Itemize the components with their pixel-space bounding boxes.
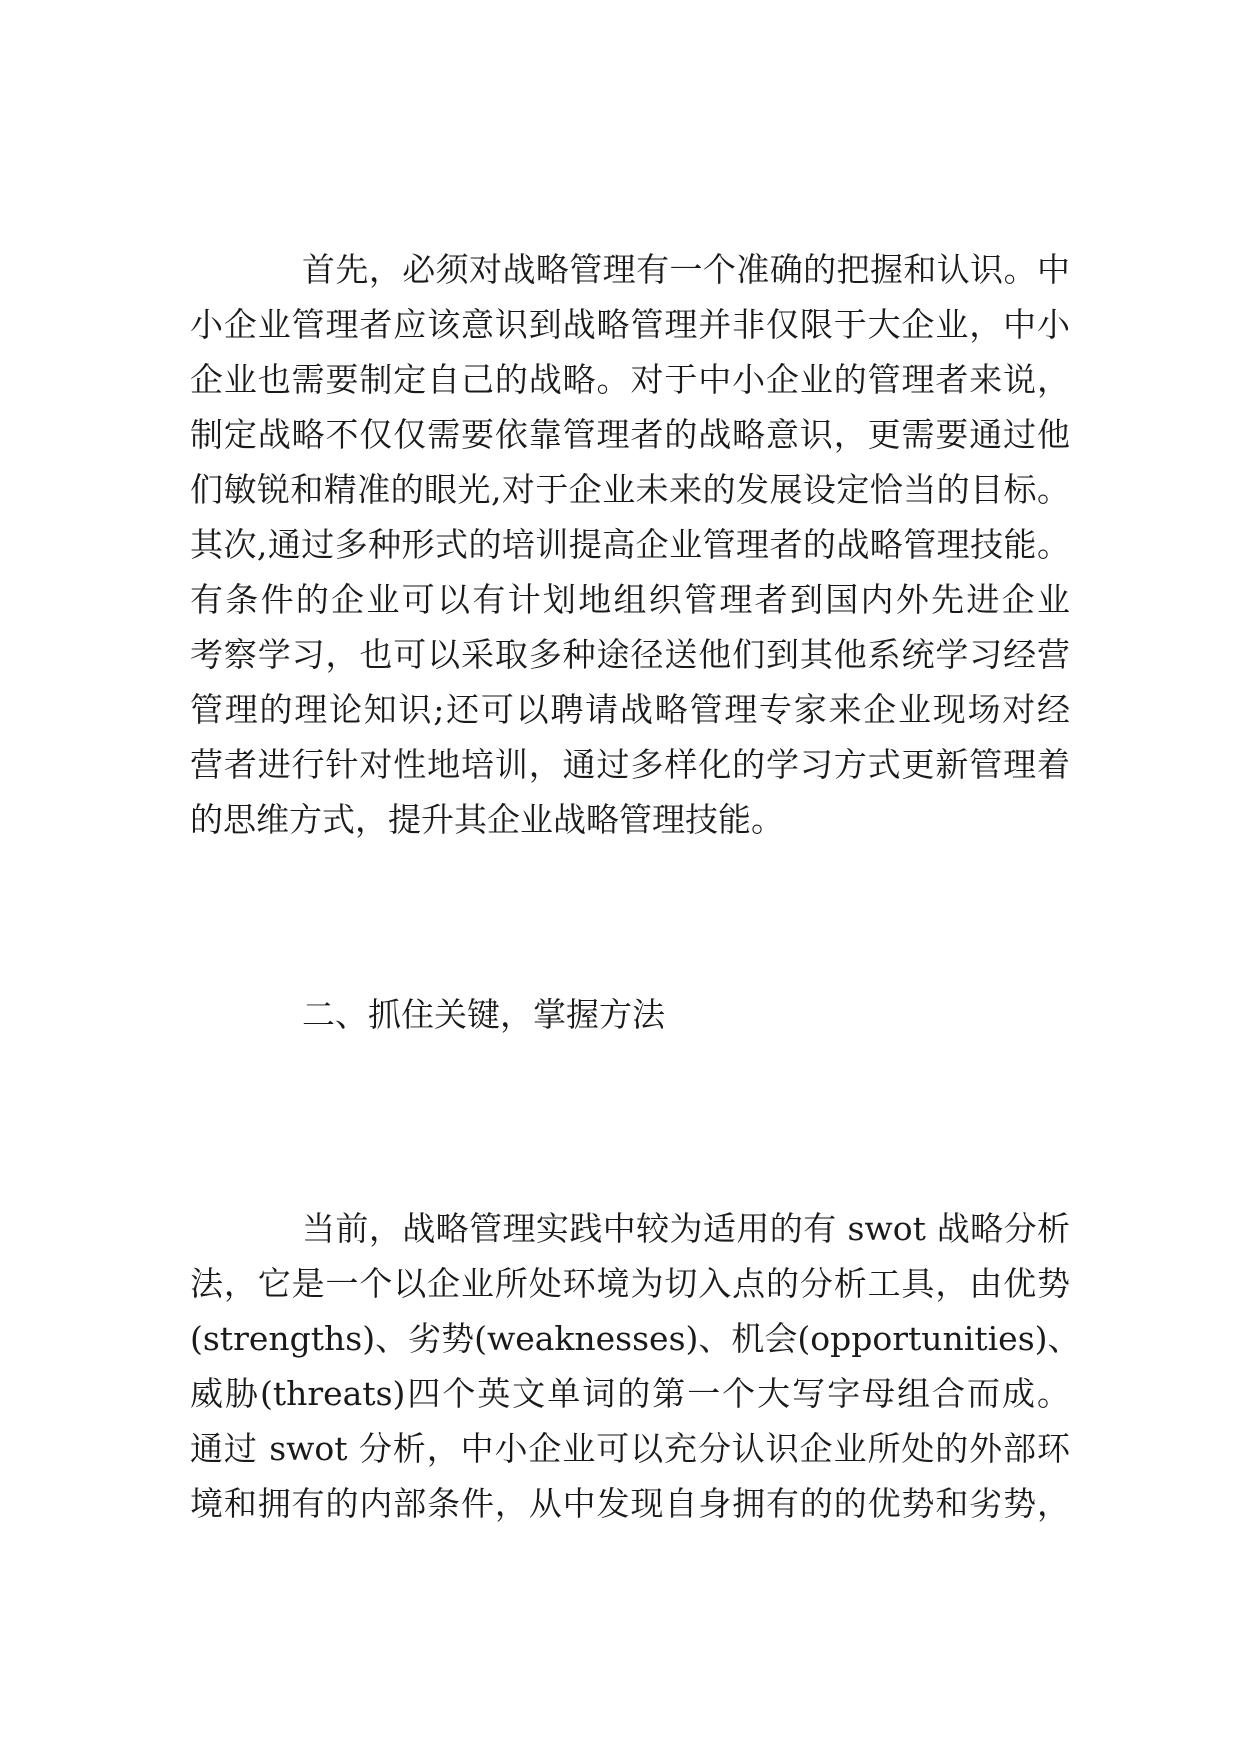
paragraph-1-line-2: 小企业管理者应该意识到战略管理并非仅限于大企业，中小	[190, 305, 1070, 344]
section-heading: 二、抓住关键，掌握方法	[302, 995, 665, 1034]
paragraph-1-line-8: 考察学习，也可以采取多种途径送他们到其他系统学习经营	[190, 635, 1070, 674]
paragraph-1-line-10: 营者进行针对性地培训，通过多样化的学习方式更新管理着	[190, 745, 1070, 784]
paragraph-1-line-1: 首先，必须对战略管理有一个准确的把握和认识。中	[302, 250, 1070, 289]
paragraph-2-line-6: 境和拥有的内部条件，从中发现自身拥有的的优势和劣势，	[190, 1484, 1070, 1523]
paragraph-2-line-3: (strengths)、劣势(weaknesses)、机会(opportunities)、	[190, 1319, 1081, 1358]
paragraph-2-line-5: 通过 swot 分析，中小企业可以充分认识企业所处的外部环	[190, 1429, 1070, 1468]
paragraph-1-line-6: 其次,通过多种形式的培训提高企业管理者的战略管理技能。	[190, 525, 1070, 564]
paragraph-1-line-7: 有条件的企业可以有计划地组织管理者到国内外先进企业	[190, 580, 1070, 619]
paragraph-1-line-11: 的思维方式，提升其企业战略管理技能。	[190, 800, 784, 839]
paragraph-1-line-9: 管理的理论知识;还可以聘请战略管理专家来企业现场对经	[190, 690, 1070, 729]
paragraph-2-line-4: 威胁(threats)四个英文单词的第一个大写字母组合而成。	[190, 1374, 1070, 1413]
paragraph-1-line-4: 制定战略不仅仅需要依靠管理者的战略意识，更需要通过他	[190, 415, 1070, 454]
paragraph-2-line-2: 法，它是一个以企业所处环境为切入点的分析工具，由优势	[190, 1264, 1070, 1303]
paragraph-2-line-1: 当前，战略管理实践中较为适用的有 swot 战略分析	[302, 1209, 1070, 1248]
paragraph-1-line-3: 企业也需要制定自己的战略。对于中小企业的管理者来说，	[190, 360, 1070, 399]
paragraph-1-line-5: 们敏锐和精准的眼光,对于企业未来的发展设定恰当的目标。	[190, 470, 1070, 509]
